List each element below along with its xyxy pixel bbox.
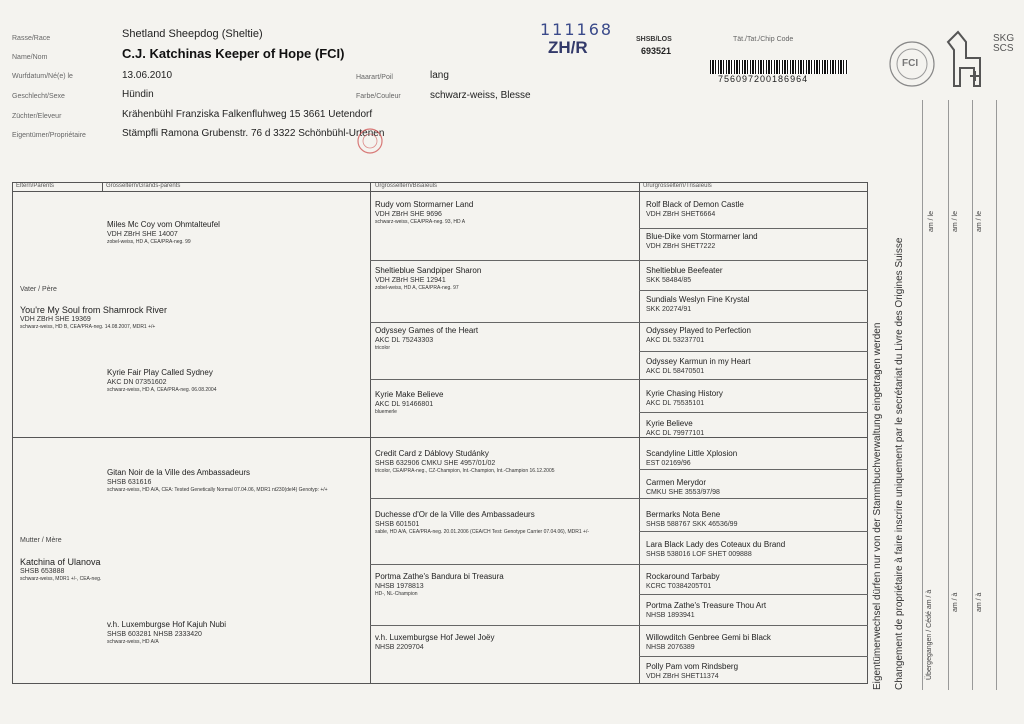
greatgreat-entry: Rockaround Tarbaby KCRC T0384205T01 (646, 572, 720, 590)
birth-label: Wurfdatum/Né(e) le (12, 73, 73, 80)
breed-label: Rasse/Race (12, 35, 51, 42)
canton-code: ZH/R (548, 38, 588, 57)
great-entry: Rudy vom Stormarner Land VDH ZBrH SHE 9696 schwarz-weiss, CEA/PRA-neg. 93, HD A (375, 200, 474, 225)
greatgreat-entry: Sundials Weslyn Fine Krystal SKK 20274/91 (646, 295, 750, 313)
transfer-ceded-label: Übergegangen / Cédé am / à (926, 589, 933, 680)
dam-entry: Katchina of Ulanova SHSB 653888 schwarz-weiss, MDR1 +/-, CEA-neg. (20, 557, 102, 582)
greatgreat-entry: Polly Pam vom Rindsberg VDH ZBrH SHET11374 (646, 662, 739, 680)
great-entry: v.h. Luxemburgse Hof Jewel Joëy NHSB 2209704 (375, 633, 495, 651)
transfer-date-2: am / le (952, 210, 959, 232)
owner-value: Stämpfli Ramona Grubenstr. 76 d 3322 Schönbühl-Urtenen (122, 128, 385, 139)
handwritten-number: 111168 (540, 20, 614, 39)
skg-text: SKG SCS (993, 33, 1015, 54)
greatgreat-entry: Rolf Black of Demon Castle VDH ZBrH SHET6664 (646, 200, 744, 218)
greatgreat-entry: Bermarks Nota Bene SHSB 588767 SKK 46536/99 (646, 510, 738, 528)
col-header-great: Urgrosseltern/Bisaïeuls (375, 183, 438, 189)
greatgreat-entry: Lara Black Lady des Coteaux du Brand SHSB 538016 LOF SHET 009888 (646, 540, 786, 558)
owner-label: Eigentümer/Propriétaire (12, 132, 86, 139)
transfer-date-4: am / à (952, 592, 959, 612)
breed-value: Shetland Sheepdog (Sheltie) (122, 28, 263, 40)
fci-seal-text: FCI (902, 58, 919, 69)
greatgreat-entry: Odyssey Karmun in my Heart AKC DL 58470501 (646, 357, 751, 375)
breeder-value: Krähenbühl Franziska Falkenfluhweg 15 3661 Uetendorf (122, 109, 373, 120)
name-label: Name/Nom (12, 54, 48, 61)
greatgreat-entry: Portma Zathe's Treasure Thou Art NHSB 1893941 (646, 601, 767, 619)
greatgreat-entry: Kyrie Chasing History AKC DL 75535101 (646, 389, 723, 407)
great-entry: Duchesse d'Or de la Ville des Ambassadeurs SHSB 601501 sable, HD A/A, CEA/PRA-neg. 20.01.2006 (CEA/CH Test: Genotype Carrier 07.04.06), MDR1 +/- (375, 510, 590, 535)
great-entry: Kyrie Make Believe AKC DL 91466801 bluemerle (375, 390, 444, 415)
color-value: schwarz-weiss, Blesse (430, 90, 531, 101)
shsb-label: SHSB/LOS (636, 36, 672, 43)
greatgreat-entry: Carmen Merydor CMKU SHE 3553/97/98 (646, 478, 720, 496)
greatgreat-entry: Willowditch Genbree Gemi bi Black NHSB 2076389 (646, 633, 771, 651)
chip-value: 756097200186964 (718, 74, 809, 84)
transfer-note-de: Eigentümerwechsel dürfen nur von der Stammbuchverwaltung eingetragen werden (872, 322, 883, 690)
sire-entry: You're My Soul from Shamrock River VDH ZBrH SHE 19369 schwarz-weiss, HD B, CEA/PRA-neg. 14.08.2007, MDR1 +/+ (20, 305, 167, 330)
transfer-date-3: am / le (976, 210, 983, 232)
grandparent-entry: v.h. Luxemburgse Hof Kajuh Nubi SHSB 603281 NHSB 2333420 schwarz-weiss, HD A/A (107, 620, 227, 645)
great-entry: Sheltieblue Sandpiper Sharon VDH ZBrH SHE 12941 zobel-weiss, HD A, CEA/PRA-neg. 97 (375, 266, 482, 291)
greatgreat-entry: Scandyline Little Xplosion EST 02169/96 (646, 449, 738, 467)
grandparent-entry: Kyrie Fair Play Called Sydney AKC DN 07351602 schwarz-weiss, HD A, CEA/PRA-neg. 06.08.2004 (107, 368, 217, 393)
sex-label: Geschlecht/Sexe (12, 93, 65, 100)
great-entry: Portma Zathe's Bandura bi Treasura NHSB 1978813 HD-, NL-Champion (375, 572, 504, 597)
grandparent-entry: Gitan Noir de la Ville des Ambassadeurs SHSB 631616 schwarz-weiss, HD A/A, CEA: Tested Genetically Normal 07.04.06, MDR1 nt230(del4) Genotyp: +/+ (107, 468, 328, 493)
barcode (710, 60, 848, 74)
great-entry: Odyssey Games of the Heart AKC DL 75243303 tricolor (375, 326, 479, 351)
greatgreat-entry: Odyssey Played to Perfection AKC DL 53237701 (646, 326, 751, 344)
shsb-value: 693521 (641, 46, 672, 56)
transfer-date-1: am / le (928, 210, 935, 232)
breeder-label: Züchter/Eleveur (12, 113, 62, 120)
hair-value: lang (430, 70, 449, 81)
sex-value: Hündin (122, 89, 154, 100)
greatgreat-entry: Kyrie Believe AKC DL 79977101 (646, 419, 705, 437)
birth-value: 13.06.2010 (122, 70, 173, 81)
hair-label: Haarart/Poil (356, 74, 393, 81)
skg-logo-icon (944, 28, 994, 90)
sire-role: Vater / Père (20, 286, 57, 293)
col-header-greatgreat: Ururgrosseltern/Trisaïeuls (643, 183, 712, 189)
great-entry: Credit Card z Dáblovy Studánky SHSB 632906 CMKU SHE 4957/01/02 tricolor, CEA/PRA-neg., CZ-Champion, Int.-Champion, Int.-Champion 16.12.2005 (375, 449, 555, 474)
transfer-note-fr: Changement de propriétaire à faire inscrire uniquement par le secrétariat du Livre des Origines Suisse (894, 237, 905, 690)
chip-label: Tät./Tat./Chip Code (733, 36, 794, 43)
color-label: Farbe/Couleur (356, 93, 401, 100)
col-header-parents: Eltern/Parents (16, 183, 55, 189)
grandparent-entry: Miles Mc Coy vom Ohmtalteufel VDH ZBrH SHE 14007 zobel-weiss, HD A, CEA/PRA-neg. 99 (107, 220, 220, 245)
greatgreat-entry: Blue-Dike vom Stormarner land VDH ZBrH SHET7222 (646, 232, 758, 250)
transfer-date-5: am / à (976, 592, 983, 612)
dog-name: C.J. Katchinas Keeper of Hope (FCI) (122, 46, 345, 61)
stamp-icon (356, 127, 384, 155)
dam-role: Mutter / Mère (20, 537, 62, 544)
col-header-grandparents: Grosseltern/Grands-parents (106, 183, 181, 189)
greatgreat-entry: Sheltieblue Beefeater SKK 58484/85 (646, 266, 723, 284)
